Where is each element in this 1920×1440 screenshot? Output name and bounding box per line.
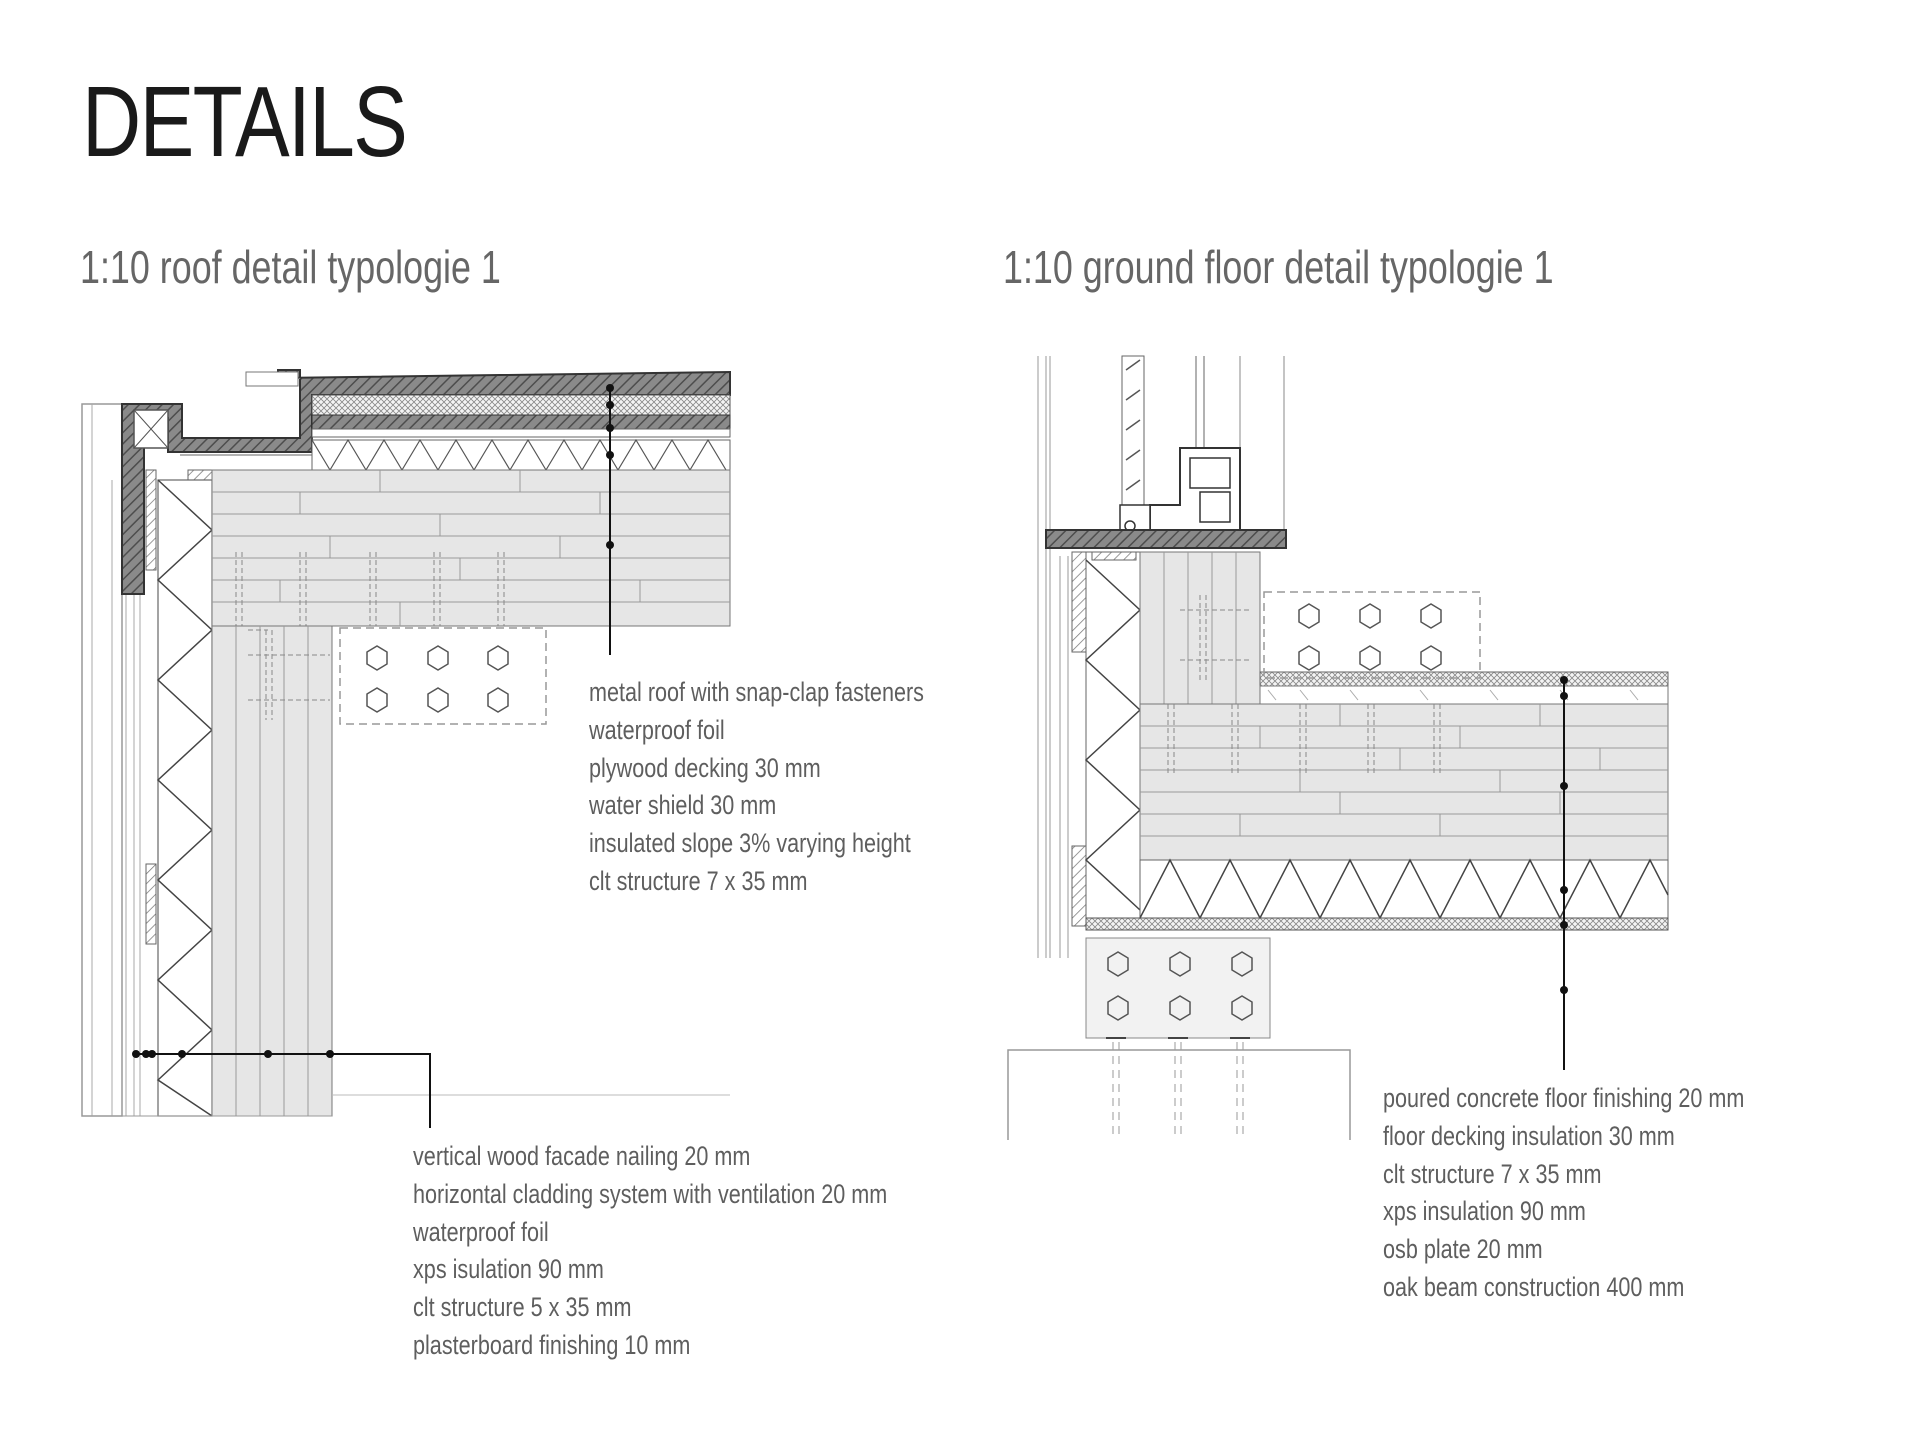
ground-floor-layers-legend — [1383, 1080, 1835, 1307]
roof-detail-title: 1:10 roof detail typologie 1 — [80, 241, 501, 293]
legend-item: water shield 30 mm — [589, 790, 777, 821]
legend-item: plasterboard finishing 10 mm — [413, 1329, 691, 1360]
legend-item: floor decking insulation 30 mm — [1383, 1120, 1675, 1151]
page-title: DETAILS — [82, 66, 407, 178]
legend-item: metal roof with snap-clap fasteners — [589, 677, 924, 707]
legend-item: xps insulation 90 mm — [1383, 1196, 1586, 1227]
legend-item: clt structure 7 x 35 mm — [1383, 1158, 1602, 1189]
legend-item: xps isulation 90 mm — [413, 1254, 604, 1285]
legend-item: plywood decking 30 mm — [589, 752, 821, 783]
roof-upper-layers-legend — [589, 674, 1008, 901]
legend-item: horizontal cladding system with ventilation 20 mm — [413, 1178, 888, 1209]
legend-item: waterproof foil — [413, 1216, 549, 1247]
legend-item: vertical wood facade nailing 20 mm — [413, 1141, 751, 1171]
ground-floor-detail-drawing — [1008, 356, 1668, 1140]
legend-item: clt structure 7 x 35 mm — [589, 865, 808, 896]
legend-item: clt structure 5 x 35 mm — [413, 1292, 632, 1323]
legend-item: oak beam construction 400 mm — [1383, 1271, 1685, 1302]
legend-item: waterproof foil — [589, 714, 725, 745]
legend-item: insulated slope 3% varying height — [589, 828, 911, 859]
ground-floor-detail-title: 1:10 ground floor detail typologie 1 — [1003, 241, 1554, 293]
legend-item: poured concrete floor finishing 20 mm — [1383, 1083, 1745, 1113]
legend-item: osb plate 20 mm — [1383, 1234, 1543, 1265]
roof-wall-layers-legend — [413, 1138, 1006, 1365]
